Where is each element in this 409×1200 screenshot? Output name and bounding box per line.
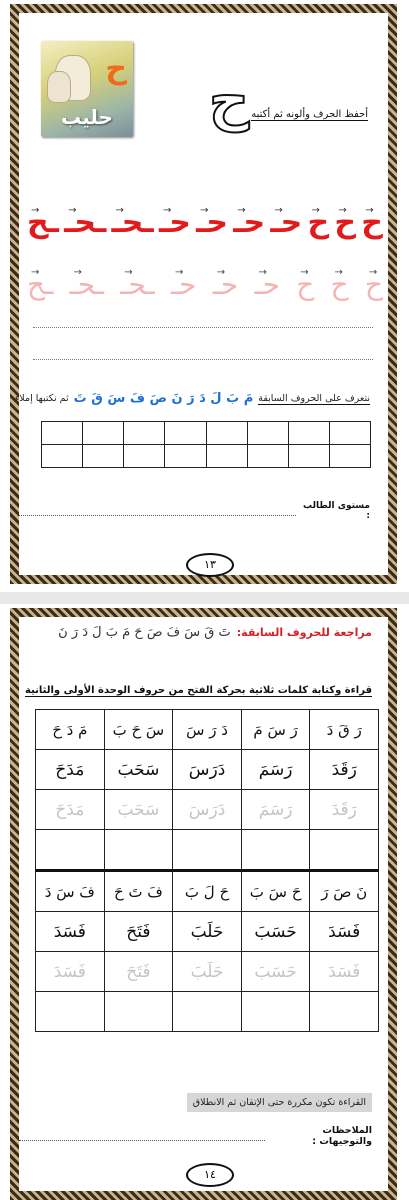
picture-letter: ح: [105, 51, 127, 86]
repetition-note: القراءة تكون مكررة حتى الإتقان ثم الانطلاق: [187, 1093, 372, 1112]
dictation-cell[interactable]: [329, 445, 370, 468]
spaced-word: مَ دَ حَ: [36, 710, 105, 750]
red-letter-form: → حـ: [196, 208, 228, 238]
red-letter-form: → ـحـ: [64, 208, 106, 238]
blank-write-cell[interactable]: [36, 992, 105, 1032]
joined-word: سَحَبَ: [104, 750, 173, 790]
trace-letter-row: [27, 267, 383, 303]
page-number: ١٤: [186, 1163, 234, 1187]
page-gap: [0, 592, 409, 604]
dictation-cell[interactable]: [165, 445, 206, 468]
trace-word[interactable]: سَحَبَ: [104, 790, 173, 830]
trace-letter-form: → حـ: [254, 271, 280, 299]
dictation-cell[interactable]: [83, 445, 124, 468]
blank-write-cell[interactable]: [36, 830, 105, 871]
red-letter-form: → حـ: [159, 208, 191, 238]
trace-word[interactable]: فَتَحَ: [104, 952, 173, 992]
milk-glass-image: [47, 71, 71, 103]
student-level-line[interactable]: [19, 507, 296, 516]
dictation-cell[interactable]: [165, 422, 206, 445]
red-letter-form: → ـح: [27, 208, 59, 238]
review-header: [58, 625, 372, 640]
red-letter-form: → حـ: [270, 208, 302, 238]
teacher-notes-line[interactable]: [19, 1132, 265, 1141]
red-letter-form: → حـ: [233, 208, 265, 238]
spaced-word: رَ سَ مَ: [241, 710, 310, 750]
dictation-cell[interactable]: [206, 445, 247, 468]
review-label: مراجعة للحروف السابقة:: [236, 626, 372, 639]
trace-letter-form: → حـ: [171, 271, 197, 299]
spaced-word: دَ رَ سَ: [173, 710, 242, 750]
worksheet-page-14: [10, 608, 397, 1200]
spaced-word: حَ سَ بَ: [241, 871, 310, 912]
trace-word[interactable]: مَدَحَ: [36, 790, 105, 830]
trace-word[interactable]: فَسَدَ: [310, 952, 379, 992]
dictation-cell[interactable]: [288, 422, 329, 445]
joined-word: حَلَبَ: [173, 912, 242, 952]
red-letter-form: → ح: [361, 208, 383, 238]
spaced-word: فَ تَ حَ: [104, 871, 173, 912]
joined-word: مَدَحَ: [36, 750, 105, 790]
recognize-label: نتعرف على الحروف السابقة: [258, 392, 370, 404]
page-number: ١٣: [186, 553, 234, 577]
teacher-notes-label: الملاحظات والتوجيهات :: [312, 1125, 372, 1147]
red-letter-form: → ح: [308, 208, 330, 238]
joined-word: دَرَسَ: [173, 750, 242, 790]
recognize-suffix: ثم نكتبها إملاء: [14, 393, 69, 404]
recognize-instruction: [15, 391, 370, 406]
writing-line-2[interactable]: [33, 359, 373, 360]
spaced-word: سَ حَ بَ: [104, 710, 173, 750]
words-grid: [35, 709, 379, 1032]
blank-write-cell[interactable]: [241, 992, 310, 1032]
student-level-label: مستوى الطالب :: [303, 501, 370, 521]
dictation-cell[interactable]: [83, 422, 124, 445]
spaced-word: حَ لَ بَ: [173, 871, 242, 912]
red-letter-row: [27, 203, 383, 243]
memorize-instruction: أحفظ الحرف وألونه ثم أكتبه: [251, 109, 368, 120]
writing-line-1[interactable]: [33, 327, 373, 328]
joined-word: فَسَدَ: [310, 912, 379, 952]
dictation-grid: [41, 421, 371, 468]
review-letters: تَ قَ سَ فَ صَ حَ مَ بَ لَ دَ رَ نَ: [58, 625, 231, 640]
red-letter-form: → ـحـ: [112, 208, 154, 238]
dictation-cell[interactable]: [206, 422, 247, 445]
dictation-cell[interactable]: [288, 445, 329, 468]
trace-letter-form: → ـحـ: [70, 271, 104, 299]
teacher-notes: [19, 1125, 372, 1147]
exercise-title: قراءة وكتابة كلمات ثلاثية بحركة الفتح من حروف الوحدة الأولى والثانية: [25, 685, 372, 696]
blank-write-cell[interactable]: [310, 992, 379, 1032]
dictation-cell[interactable]: [247, 445, 288, 468]
red-letter-form: → ح: [334, 208, 356, 238]
dictation-cell[interactable]: [42, 422, 83, 445]
joined-word: رَسَمَ: [241, 750, 310, 790]
blank-write-cell[interactable]: [310, 830, 379, 871]
picture-word: حليب: [61, 105, 113, 129]
joined-word: حَسَبَ: [241, 912, 310, 952]
dictation-cell[interactable]: [124, 445, 165, 468]
trace-letter-form: → ح: [365, 271, 383, 299]
spaced-word: نَ صَ رَ: [310, 871, 379, 912]
recognize-letters: مَ بَ لَ دَ رَ نَ صَ فَ سَ قَ تَ: [73, 391, 254, 406]
trace-letter-form: → ح: [296, 271, 314, 299]
spaced-word: رَ قَ دَ: [310, 710, 379, 750]
milk-picture: [41, 41, 133, 137]
trace-letter-form: → حـ: [213, 271, 239, 299]
trace-word[interactable]: فَسَدَ: [36, 952, 105, 992]
dictation-cell[interactable]: [247, 422, 288, 445]
blank-write-cell[interactable]: [104, 992, 173, 1032]
trace-letter-form: → ـحـ: [120, 271, 154, 299]
blank-write-cell[interactable]: [173, 830, 242, 871]
worksheet-page-13: [10, 4, 397, 584]
joined-word: فَسَدَ: [36, 912, 105, 952]
trace-word[interactable]: دَرَسَ: [173, 790, 242, 830]
trace-letter-form: → ـح: [27, 271, 53, 299]
blank-write-cell[interactable]: [241, 830, 310, 871]
joined-word: فَتَحَ: [104, 912, 173, 952]
spaced-word: فَ سَ دَ: [36, 871, 105, 912]
trace-word[interactable]: حَلَبَ: [173, 952, 242, 992]
student-level: [19, 501, 370, 521]
trace-word[interactable]: رَقَدَ: [310, 790, 379, 830]
trace-word[interactable]: رَسَمَ: [241, 790, 310, 830]
outlined-letter: ح: [208, 68, 250, 133]
blank-write-cell[interactable]: [173, 992, 242, 1032]
trace-letter-form: → ح: [331, 271, 349, 299]
dictation-cell[interactable]: [329, 422, 370, 445]
dictation-cell[interactable]: [42, 445, 83, 468]
trace-word[interactable]: حَسَبَ: [241, 952, 310, 992]
dictation-cell[interactable]: [124, 422, 165, 445]
blank-write-cell[interactable]: [104, 830, 173, 871]
joined-word: رَقَدَ: [310, 750, 379, 790]
